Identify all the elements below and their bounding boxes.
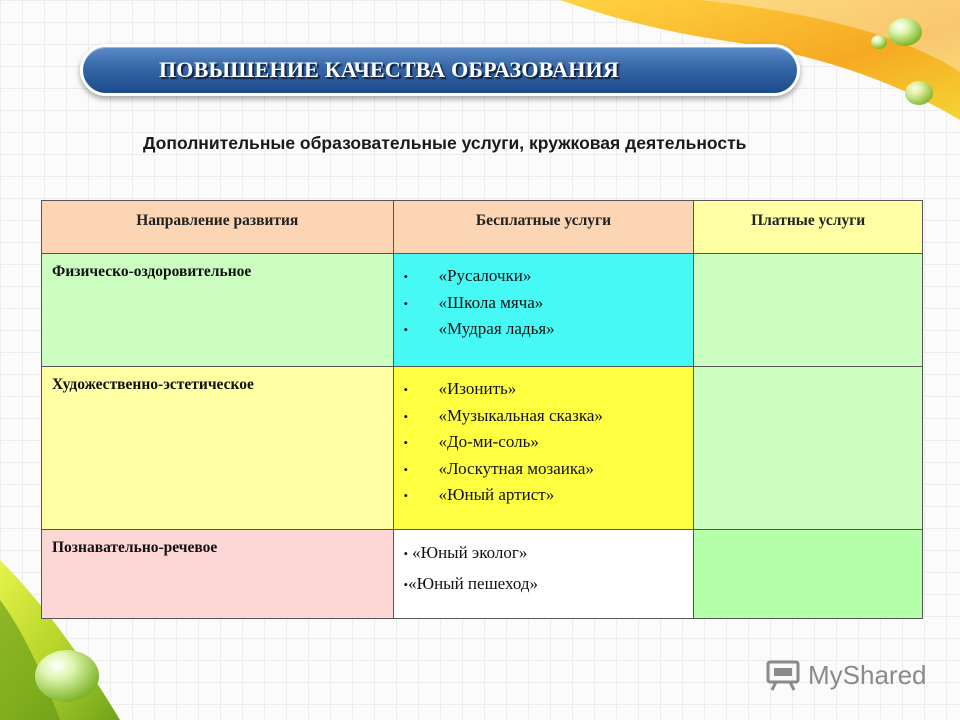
list-item: • «Музыкальная сказка» — [404, 403, 694, 430]
list-item: • «Школа мяча» — [404, 290, 694, 317]
direction-cell: Художественно-эстетическое — [42, 367, 394, 530]
free-services-cell — [393, 530, 694, 619]
bullet-icon: • — [403, 269, 409, 284]
bullet-icon: • — [403, 295, 409, 311]
droplet-decoration — [888, 18, 922, 46]
list-item: •«Юный пешеход» — [404, 569, 694, 600]
column-header-paid-services: Платные услуги — [694, 201, 923, 254]
bullet-icon: • — [403, 546, 409, 561]
bullet-icon: • — [403, 322, 409, 337]
direction-cell: Познавательно-речевое — [42, 530, 394, 619]
slide-subtitle: Дополнительные образовательные услуги, кружковая деятельность — [143, 133, 747, 153]
direction-cell: Физическо-оздоровительное — [42, 254, 394, 367]
column-header-direction: Направление развития — [42, 201, 394, 254]
bullet-icon: • — [403, 435, 409, 450]
list-item: • «Юный артист» — [404, 482, 694, 509]
list-item: • «Мудрая ладья» — [404, 316, 694, 343]
table-row — [42, 254, 923, 367]
list-item: • «Лоскутная мозаика» — [404, 456, 694, 483]
list-item: • «До-ми-соль» — [404, 429, 694, 456]
bullet-icon: • — [403, 488, 409, 503]
bullet-icon: • — [403, 408, 409, 424]
watermark — [766, 655, 927, 695]
free-services-cell — [393, 254, 694, 367]
paid-services-cell — [694, 367, 923, 530]
table-row — [42, 367, 923, 530]
free-services-cell — [393, 367, 694, 530]
bullet-icon: • — [403, 461, 409, 477]
droplet-decoration — [35, 650, 99, 702]
list-item: • «Русалочки» — [404, 263, 694, 290]
paid-services-cell — [694, 254, 923, 367]
bullet-icon: • — [403, 382, 409, 397]
column-header-free-services: Бесплатные услуги — [393, 201, 694, 254]
table-header-row — [42, 201, 923, 254]
watermark-text: MyShared — [808, 659, 927, 690]
services-table — [41, 200, 923, 619]
bullet-icon: • — [403, 577, 409, 592]
list-item: • «Изонить» — [404, 376, 694, 403]
title-bar — [80, 44, 800, 96]
projector-icon — [766, 658, 802, 692]
list-item: • «Юный эколог» — [404, 538, 694, 569]
droplet-decoration — [871, 35, 887, 49]
slide-title: ПОВЫШЕНИЕ КАЧЕСТВА ОБРАЗОВАНИЯ — [159, 57, 619, 82]
paid-services-cell — [694, 530, 923, 619]
droplet-decoration — [905, 81, 933, 105]
table-row — [42, 530, 923, 619]
